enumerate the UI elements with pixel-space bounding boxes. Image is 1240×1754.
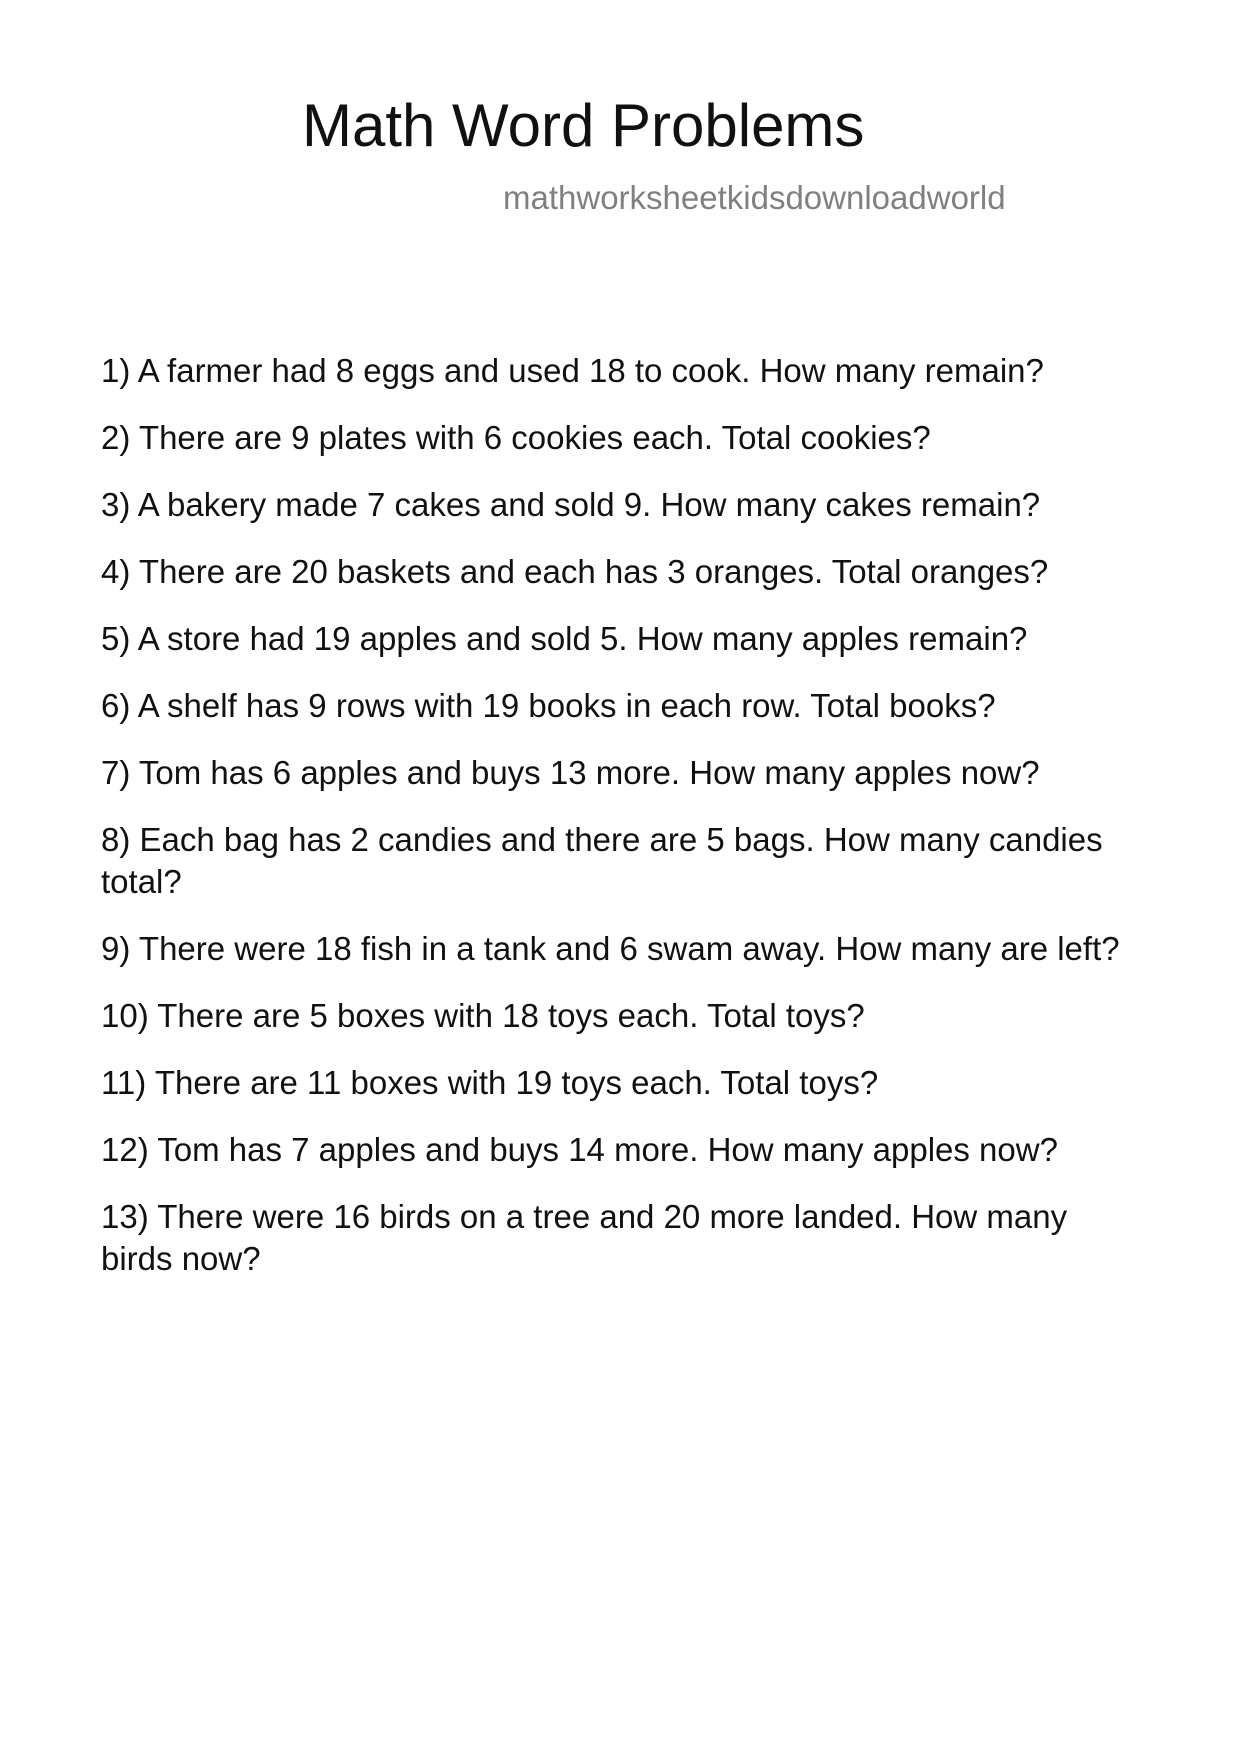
problem-item: 13) There were 16 birds on a tree and 20 more landed. How many birds now? (101, 1198, 1068, 1277)
problem-item: 5) A store had 19 apples and sold 5. How many apples remain? (101, 620, 1028, 657)
problem-item: 3) A bakery made 7 cakes and sold 9. How many cakes remain? (101, 486, 1041, 523)
problem-list (101, 350, 1141, 1305)
problem-item: 2) There are 9 plates with 6 cookies each. Total cookies? (101, 419, 931, 456)
page-title: Math Word Problems (302, 92, 865, 159)
problem-item: 11) There are 11 boxes with 19 toys each. Total toys? (101, 1064, 879, 1101)
problem-item: 4) There are 20 baskets and each has 3 oranges. Total oranges? (101, 553, 1049, 590)
page-subtitle: mathworksheetkidsdownloadworld (503, 179, 1006, 216)
problem-item: 12) Tom has 7 apples and buys 14 more. How many apples now? (101, 1131, 1058, 1168)
problem-item: 7) Tom has 6 apples and buys 13 more. How many apples now? (101, 754, 1040, 791)
problem-item: 6) A shelf has 9 rows with 19 books in each row. Total books? (101, 687, 996, 724)
problem-item: 8) Each bag has 2 candies and there are 5 bags. How many candies total? (101, 821, 1103, 900)
problem-item: 9) There were 18 fish in a tank and 6 swam away. How many are left? (101, 930, 1120, 967)
problem-item: 1) A farmer had 8 eggs and used 18 to cook. How many remain? (101, 352, 1044, 389)
problem-item: 10) There are 5 boxes with 18 toys each. Total toys? (101, 997, 865, 1034)
